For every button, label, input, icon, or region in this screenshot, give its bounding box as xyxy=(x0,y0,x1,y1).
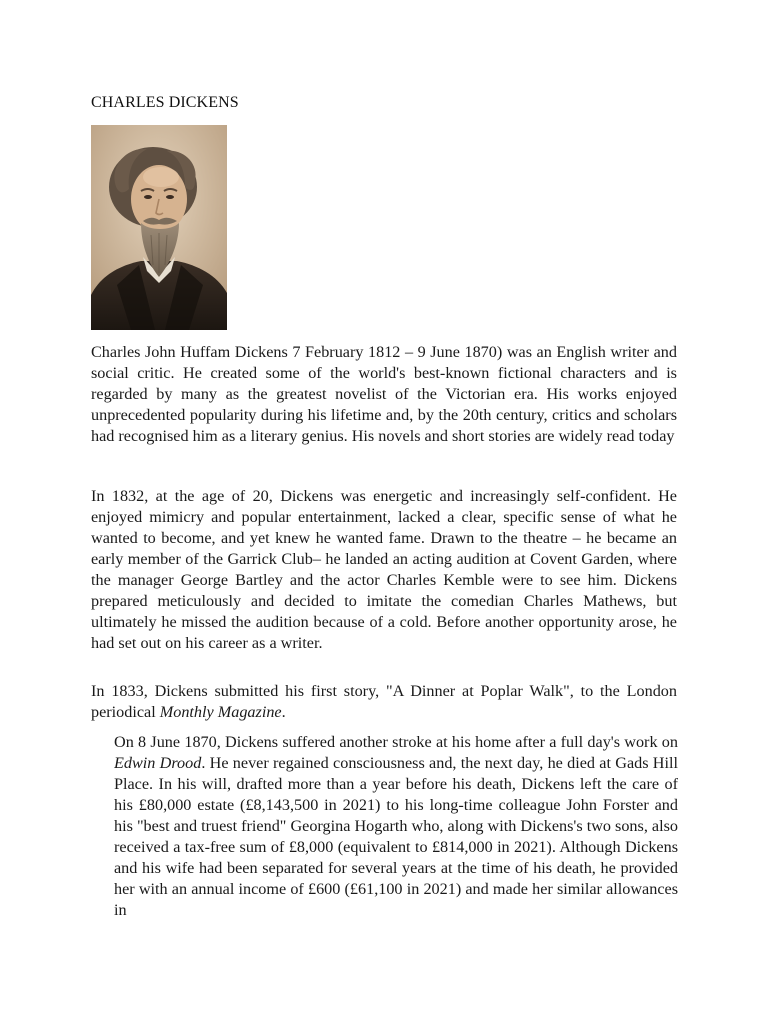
paragraph-1870 xyxy=(114,732,678,939)
paragraph-1870-text-start: On 8 June 1870, Dickens suffered another stroke at his home after a full day's work on xyxy=(114,733,678,751)
paragraph-1833-text-end: . xyxy=(281,703,286,721)
magazine-title: Monthly Magazine xyxy=(159,703,282,721)
paragraph-1833 xyxy=(91,681,677,723)
paragraph-1870-text-end: . He never regained consciousness and, the next day, he died at Gads Hill Place. In his will, drafted more than a year before his death, Dickens left the care of his £80,000 estate (£8,143,500 in 2021) to his long-time colleague John Forster and his "best and truest friend" Georgina Hogarth who, along with Dickens's two sons, also received a tax-free sum of £8,000 (equivalent to £814,000 in 2021). Although Dickens and his wife had been separated for several years at the time of his death, he provided her with an annual income of £600 (£61,100 in 2021) and made her similar allowances in xyxy=(114,754,678,919)
paragraph-intro: Charles John Huffam Dickens 7 February 1812 – 9 June 1870) was an English writer and social critic. He created some of the world's best-known fictional characters and is regarded by many as the greatest novelist of the Victorian era. His works enjoyed unprecedented popularity during his lifetime and, by the 20th century, critics and scholars had recognised him as a literary genius. His novels and short stories are widely read today xyxy=(91,343,677,445)
page-title: CHARLES DICKENS xyxy=(91,94,239,111)
portrait-photo-icon xyxy=(91,125,227,330)
novel-title: Edwin Drood xyxy=(114,754,202,772)
paragraph-1832: In 1832, at the age of 20, Dickens was energetic and increasingly self-confident. He enjoyed mimicry and popular entertainment, lacked a clear, specific sense of what he wanted to become, and yet knew he wanted fame. Drawn to the theatre – he became an early member of the Garrick Club– he landed an acting audition at Covent Garden, where the manager George Bartley and the actor Charles Kemble were to see him. Dickens prepared meticulously and decided to imitate the comedian Charles Mathews, but ultimately he missed the audition because of a cold. Before another opportunity arose, he had set out on his career as a writer. xyxy=(91,487,677,652)
paragraph-1833-text-start: In 1833, Dickens submitted his first story, "A Dinner at Poplar Walk", to the London periodical xyxy=(91,682,677,721)
